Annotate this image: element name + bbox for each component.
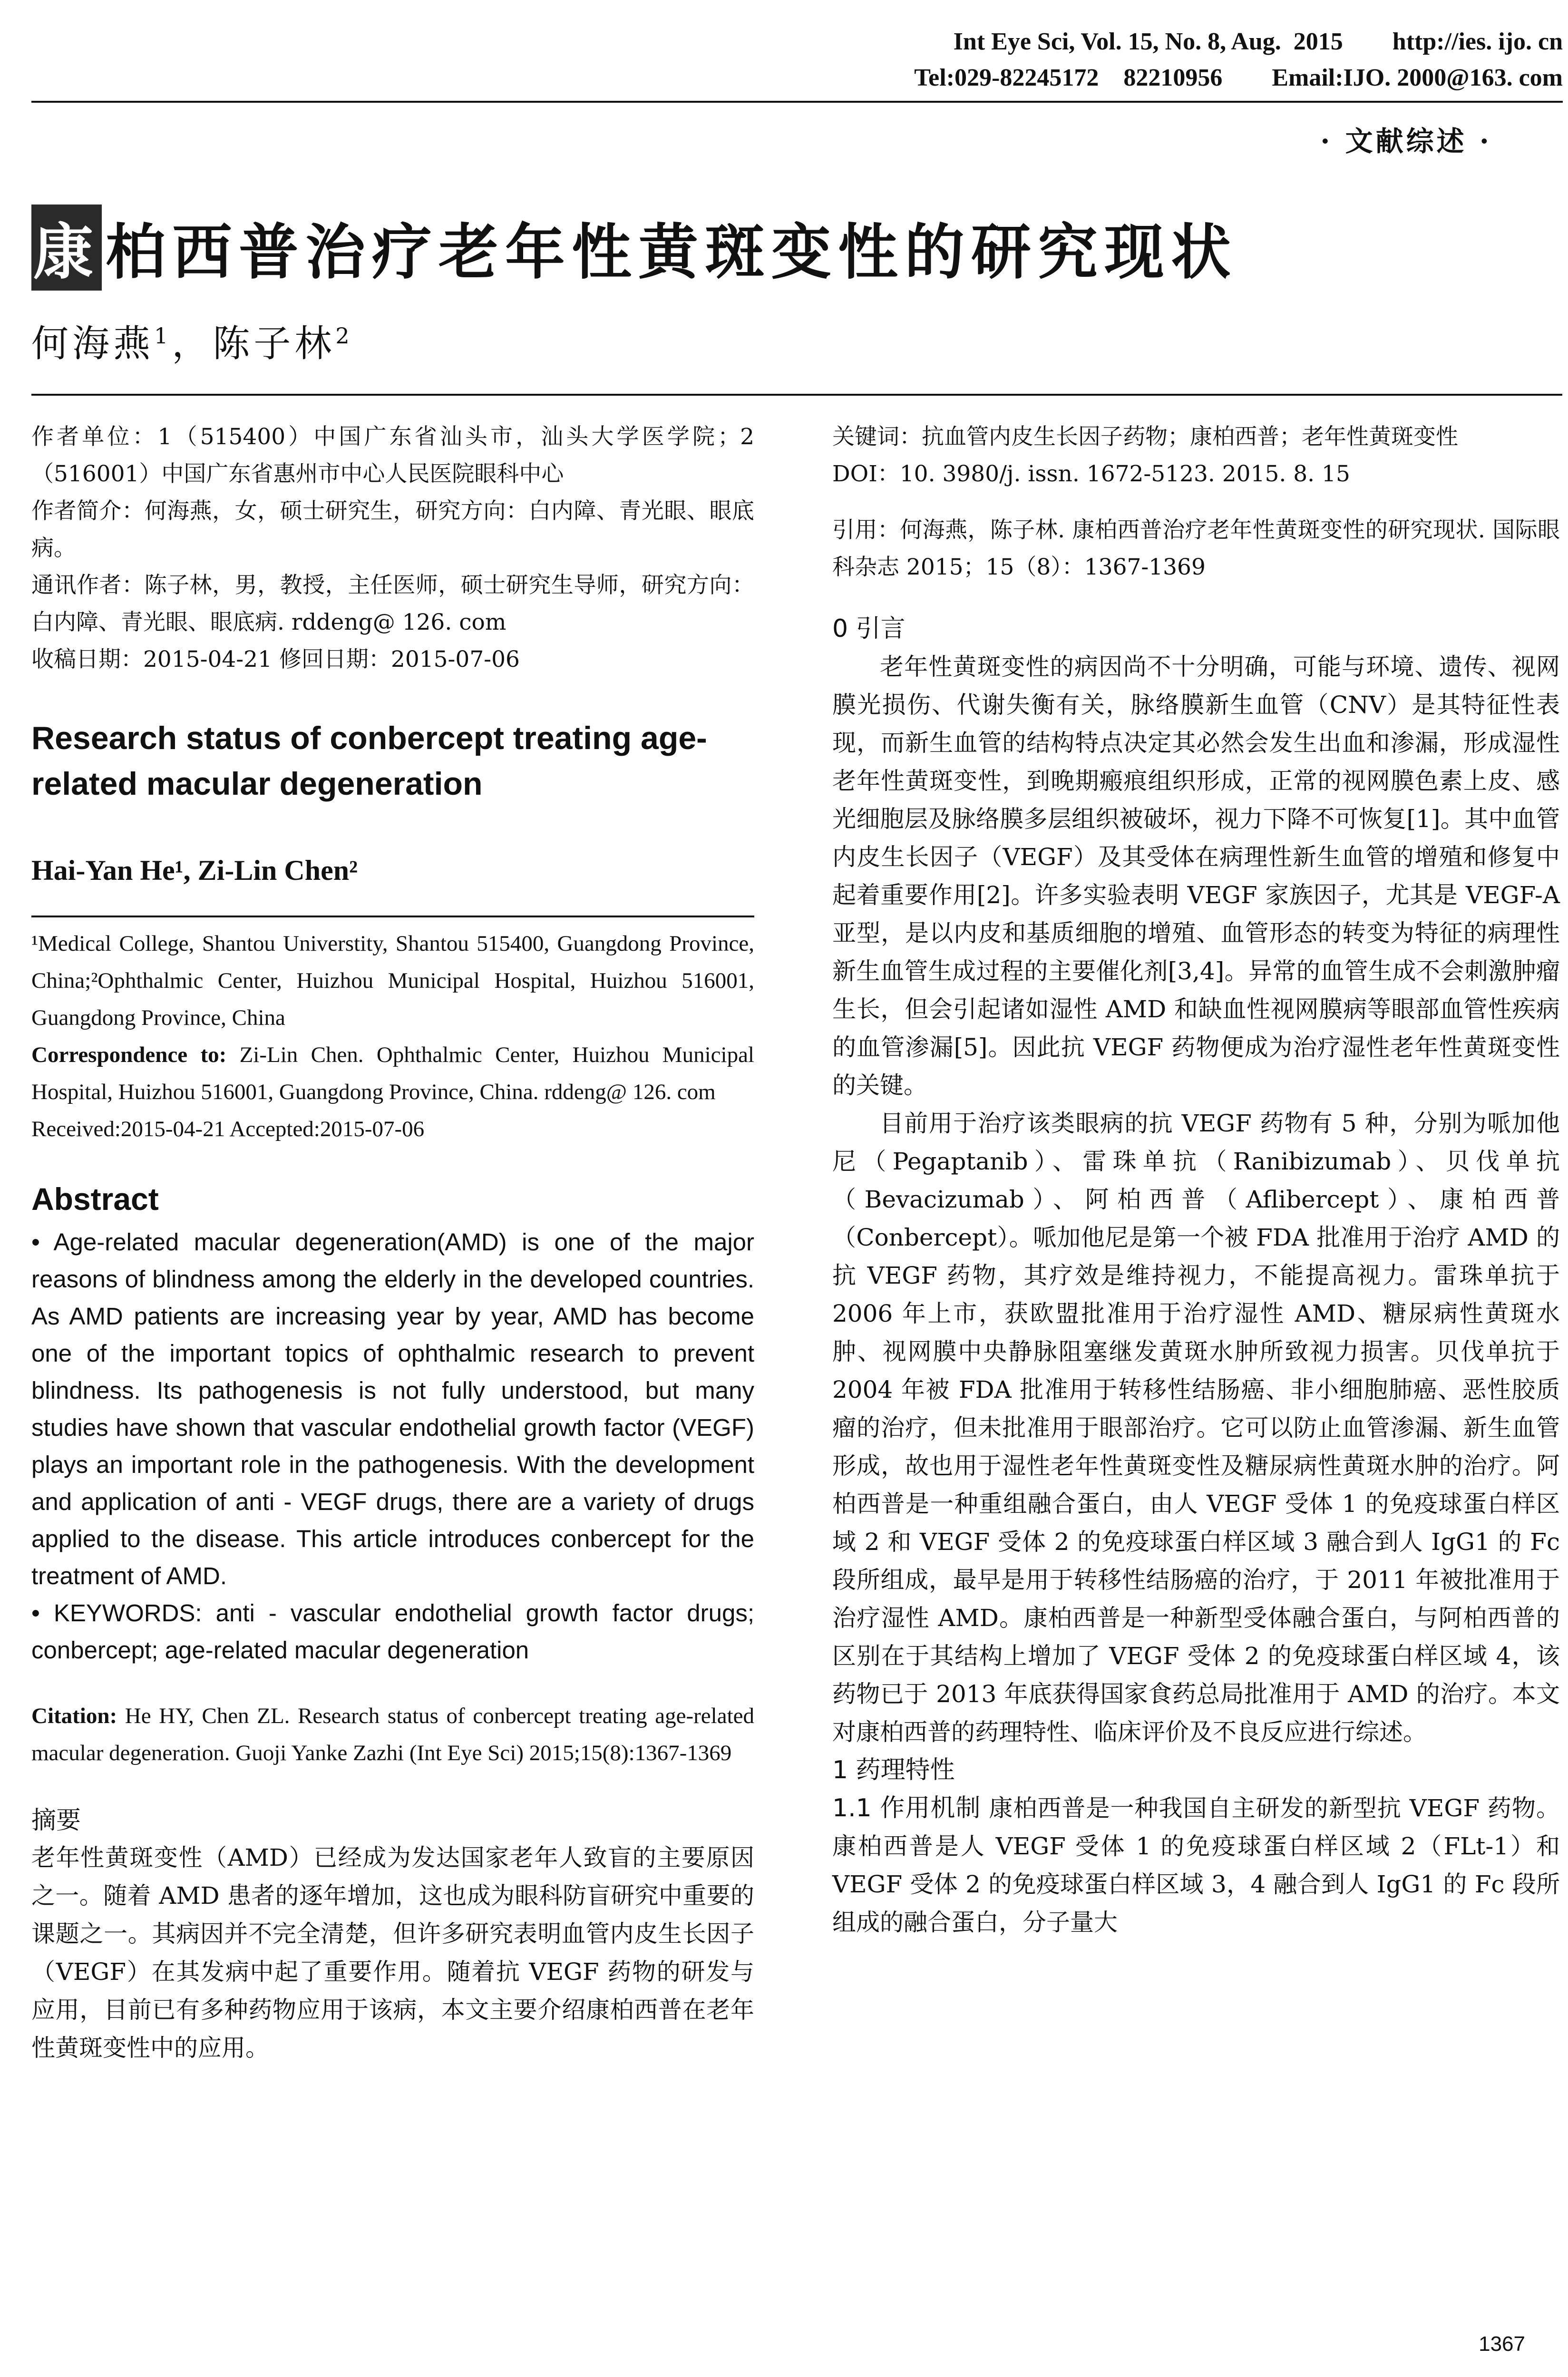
english-affiliation: ¹Medical College, Shantou Universtity, Shantou 515400, Guangdong Province, China;²Ophthalmic Center, Huizhou Municipal Hospital, Huizhou 516001, Guangdong Province, China (31, 931, 754, 1030)
journal-header (31, 24, 1563, 105)
author-1: 何海燕 (31, 322, 155, 365)
correspondence-text: Zi-Lin Chen. Ophthalmic Center, Huizhou Municipal Hospital, Huizhou 516001, Guangdong Province, China. rddeng@ 126. com (31, 1042, 754, 1104)
header-divider (31, 101, 1563, 103)
citation-text: He HY, Chen ZL. Research status of conbercept treating age-related macular degeneration. Guoji Yanke Zazhi (Int Eye Sci) 2015;15(8):1367-1369 (31, 1704, 754, 1765)
english-keywords: • KEYWORDS: anti - vascular endothelial growth factor drugs; conbercept; age-related macular degeneration (31, 1599, 754, 1664)
author-2: 陈子林 (213, 322, 336, 365)
title-drop-char: 康 (31, 205, 102, 291)
english-correspondence (31, 1036, 754, 1111)
english-authors: Hai-Yan He¹, Zi-Lin Chen² (31, 855, 358, 886)
section-1-1-label: 1.1 作用机制 (832, 1794, 981, 1822)
page-number: 1367 (1479, 2332, 1525, 2356)
author-1-affil: 1 (154, 323, 172, 349)
citation-label: Citation: (31, 1704, 117, 1728)
article-title (31, 205, 1237, 291)
right-column (832, 419, 1560, 1941)
intro-paragraph-2: 目前用于治疗该类眼病的抗 VEGF 药物有 5 种，分别为哌加他尼（Pegaptanib）、雷珠单抗（Ranibizumab）、贝伐单抗（Bevacizumab）、阿柏西普（Aflibercept）、康柏西普（Conbercept）。哌加他尼是第一个被 FDA 批准用于治疗 AMD 的抗 VEGF 药物，其疗效是维持视力，不能提高视力。雷珠单抗于 2006 年上市，获欧盟批准用于治疗湿性 AMD、糖尿病性黄斑水肿、视网膜中央静脉阻塞继发黄斑水肿所致视力损害。贝伐单抗于 2004 年被 FDA 批准用于转移性结肠癌、非小细胞肺癌、恶性胶质瘤的治疗，但未批准用于眼部治疗。它可以防止血管渗漏、新生血管形成，故也用于湿性老年性黄斑变性及糖尿病性黄斑水肿的治疗。阿柏西普是一种重组融合蛋白，由人 VEGF 受体 1 的免疫球蛋白样区域 2 和 VEGF 受体 2 的免疫球蛋白样区域 3 融合到人 IgG1 的 Fc 段所组成，最早是用于转移性结肠癌的治疗，于 2011 年被批准用于治疗湿性 AMD。康柏西普是一种新型受体融合蛋白，与阿柏西普的区别在于其结构上增加了 VEGF 受体 2 的免疫球蛋白样区域 4，该药物已于 2013 年底获得国家食药总局批准用于 AMD 的治疗。本文对康柏西普的药理特性、临床评价及不良反应进行综述。 (832, 1110, 1560, 1746)
chinese-keywords: 关键词：抗血管内皮生长因子药物；康柏西普；老年性黄斑变性 (832, 424, 1458, 450)
intro-paragraph-1: 老年性黄斑变性的病因尚不十分明确，可能与环境、遗传、视网膜光损伤、代谢失衡有关，脉络膜新生血管（CNV）是其特征性表现，而新生血管的结构特点决定其必然会发生出血和渗漏，形成湿性老年性黄斑变性，到晚期瘢痕组织形成，正常的视网膜色素上皮、感光细胞层及脉络膜多层组织被破坏，视力下降不可恢复[1]。其中血管内皮生长因子（VEGF）及其受体在病理性新生血管的增殖和修复中起着重要作用[2]。许多实验表明 VEGF 家族因子，尤其是 VEGF-A 亚型，是以内皮和基质细胞的增殖、血管形态的转变为特征的病理性新生血管生成过程的主要催化剂[3,4]。异常的血管生成不会刺激肿瘤生长，但会引起诸如湿性 AMD 和缺血性视网膜病等眼部血管性疾病的血管渗漏[5]。因此抗 VEGF 药物便成为治疗湿性老年性黄斑变性的关键。 (832, 653, 1560, 1099)
chinese-abstract: 老年性黄斑变性（AMD）已经成为发达国家老年人致盲的主要原因之一。随着 AMD 患者的逐年增加，这也成为眼科防盲研究中重要的课题之一。其病因并不完全清楚，但许多研究表明血管内皮生长因子（VEGF）在其发病中起了重要作用。随着抗 VEGF 药物的研发与应用，目前已有多种药物应用于该病，本文主要介绍康柏西普在老年性黄斑变性中的应用。 (31, 1844, 754, 2062)
left-column (31, 419, 754, 2067)
doi: DOI：10. 3980/j. issn. 1672-5123. 2015. 8. 15 (832, 461, 1350, 487)
english-title: Research status of conbercept treating age-related macular degeneration (31, 720, 707, 802)
journal-info-line: Int Eye Sci, Vol. 15, No. 8, Aug. 2015 http://ies. ijo. cn (953, 28, 1563, 55)
chinese-abstract-heading: 摘要 (31, 1806, 81, 1835)
author-bio: 作者简介：何海燕，女，硕士研究生，研究方向：白内障、青光眼、眼底病。 (31, 498, 754, 561)
english-authors-divider (31, 916, 754, 917)
section-1-heading: 1 药理特性 (832, 1756, 955, 1784)
title-divider (31, 394, 1562, 396)
corresponding-author: 通讯作者：陈子林，男，教授，主任医师，硕士研究生导师，研究方向：白内障、青光眼、眼底病. rddeng@ 126. com (31, 572, 754, 635)
affiliation: 作者单位：1（515400）中国广东省汕头市，汕头大学医学院；2（516001）中国广东省惠州市中心人民医院眼科中心 (31, 424, 754, 487)
abstract-body: • Age-related macular degeneration(AMD) is one of the major reasons of blindness among the elderly in the developed countries. As AMD patients are increasing year by year, AMD has become one of the important topics of ophthalmic research to prevent blindness. Its pathogenesis is not fully understood, but many studies have shown that vascular endothelial growth factor (VEGF) plays an important role in the pathogenesis. With the development and application of anti - VEGF drugs, there are a variety of drugs applied to the disease. This article introduces conbercept for the treatment of AMD. (31, 1228, 754, 1589)
received-dates: 收稿日期：2015-04-21 修回日期：2015-07-06 (31, 646, 520, 672)
abstract-heading: Abstract (31, 1181, 159, 1217)
title-text: 柏西普治疗老年性黄斑变性的研究现状 (106, 217, 1237, 287)
section-1-1-paragraph (832, 1789, 1560, 1941)
author-2-affil: 2 (335, 323, 353, 349)
intro-heading: 0 引言 (832, 614, 906, 643)
correspondence-label: Correspondence to: (31, 1042, 227, 1067)
section-1-1-text: 康柏西普是一种我国自主研发的新型抗 VEGF 药物。康柏西普是人 VEGF 受体 1 的免疫球蛋白样区域 2（FLt-1）和 VEGF 受体 2 的免疫球蛋白样区域 3，4 融合到人 IgG1 的 Fc 段所组成的融合蛋白，分子量大 (832, 1794, 1560, 1936)
section-tag: · 文献综述 · (1320, 125, 1492, 157)
author-separator: ， (172, 322, 213, 365)
chinese-citation: 引用：何海燕，陈子林. 康柏西普治疗老年性黄斑变性的研究现状. 国际眼科杂志 2015；15（8）：1367-1369 (832, 517, 1560, 580)
english-dates: Received:2015-04-21 Accepted:2015-07-06 (31, 1117, 425, 1141)
author-line (31, 314, 353, 367)
journal-contact-line: Tel:029-82245172 82210956 Email:IJO. 2000@163. com (914, 64, 1563, 91)
english-citation (31, 1697, 754, 1772)
